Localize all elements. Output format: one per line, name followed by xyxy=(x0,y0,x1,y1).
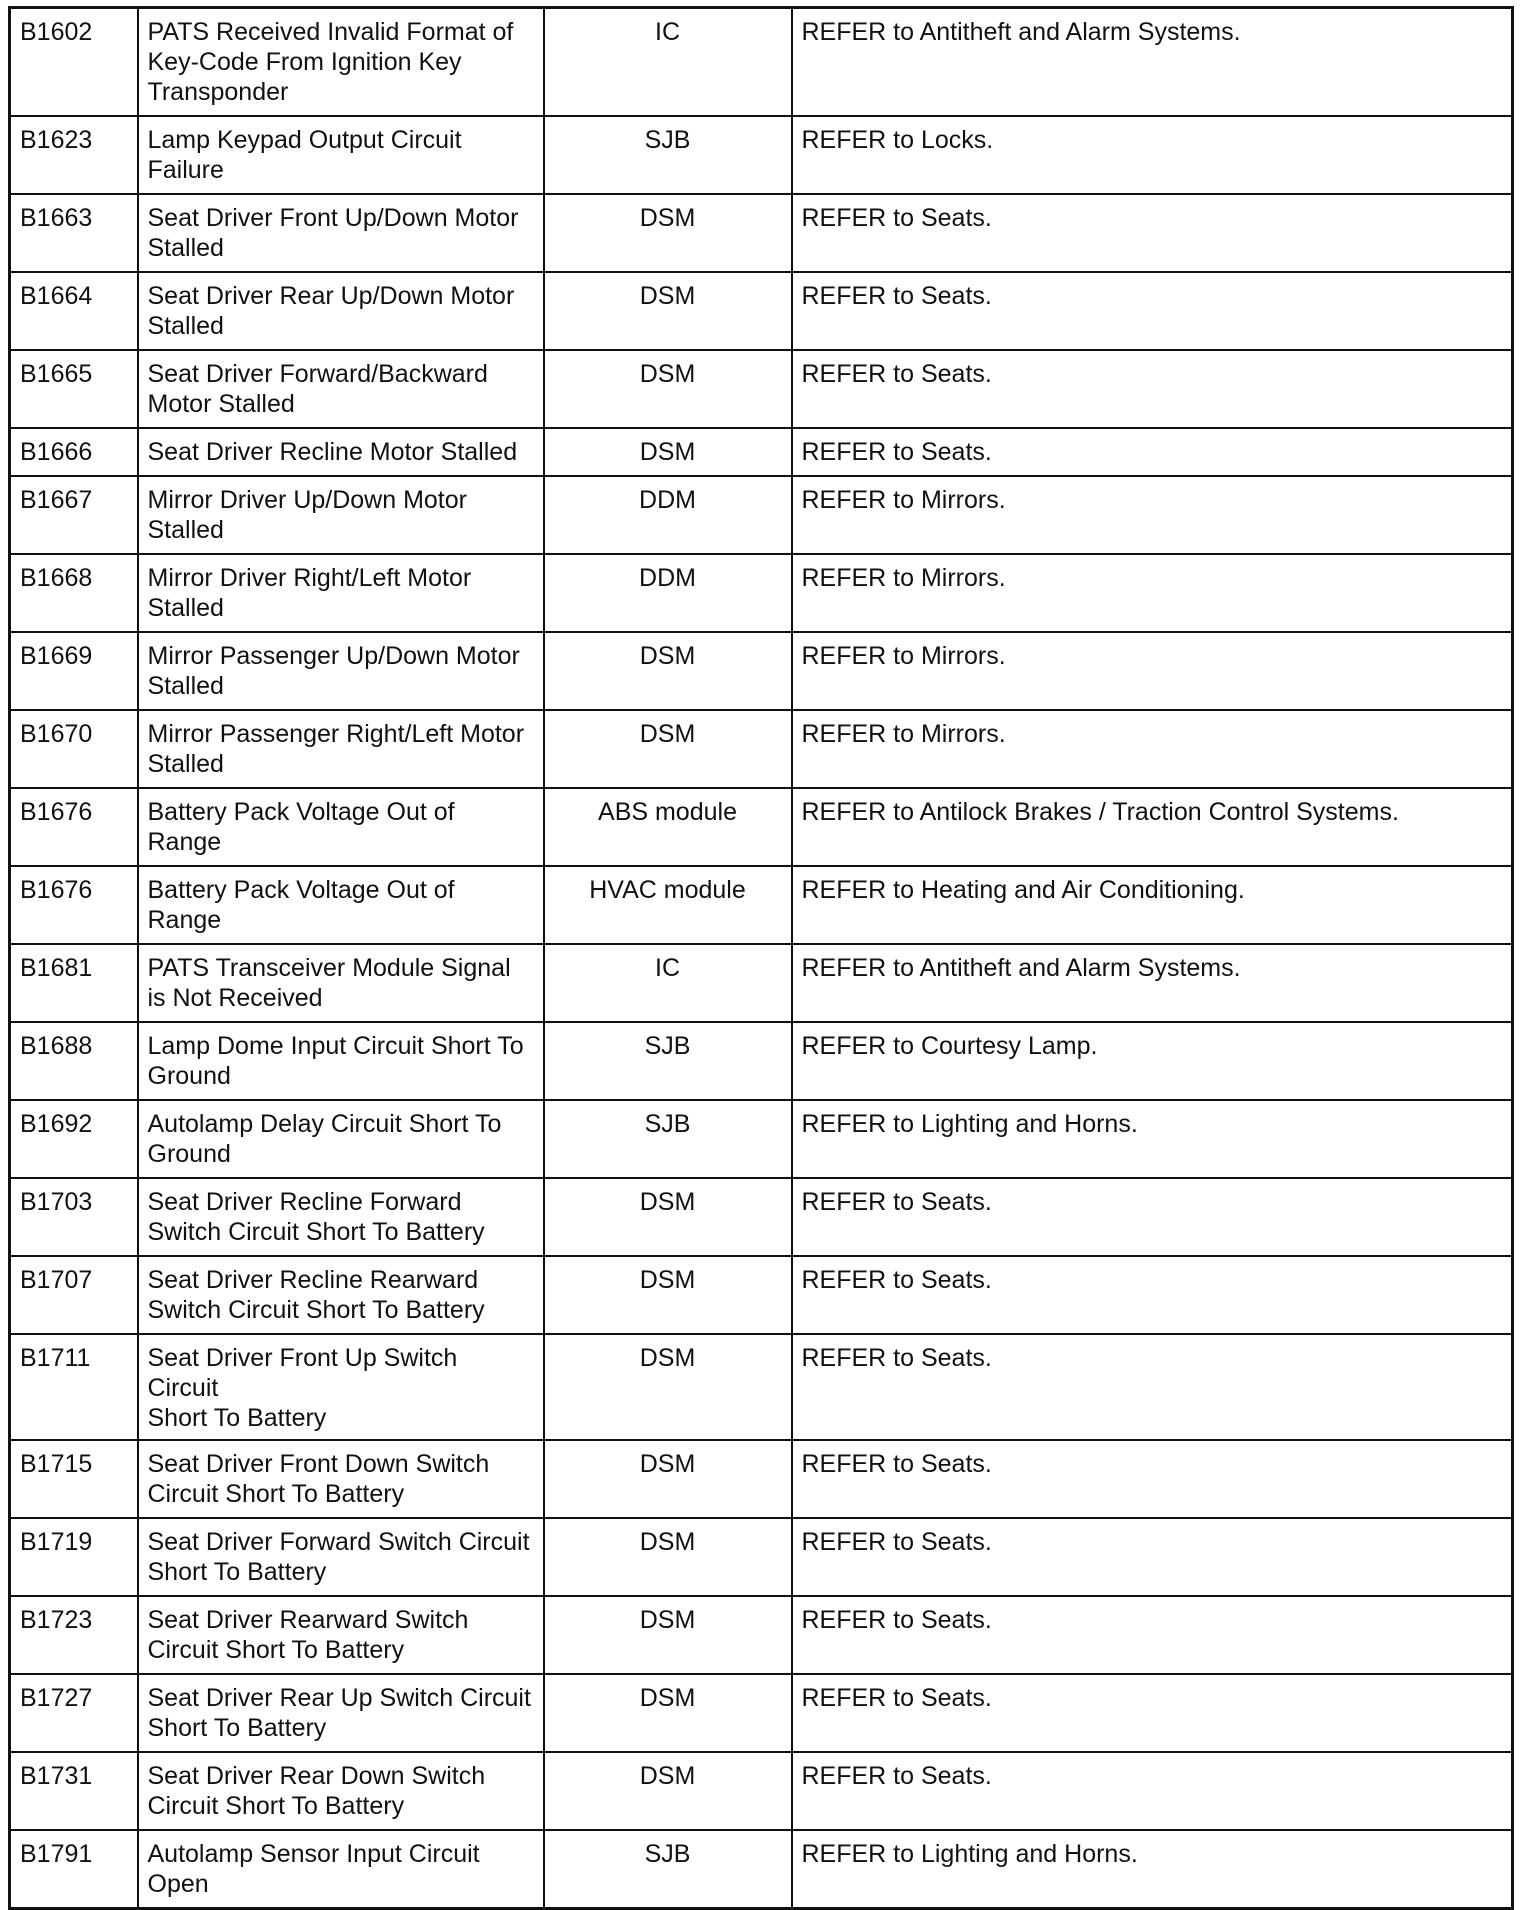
dtc-code: B1665 xyxy=(10,350,138,428)
dtc-module: SJB xyxy=(544,1022,792,1100)
dtc-description: Mirror Passenger Right/Left Motor Stalled xyxy=(138,710,544,788)
dtc-description: Seat Driver Forward/Backward Motor Stalled xyxy=(138,350,544,428)
dtc-module: IC xyxy=(544,8,792,117)
dtc-action: REFER to Mirrors. xyxy=(792,554,1513,632)
dtc-code: B1664 xyxy=(10,272,138,350)
dtc-code: B1715 xyxy=(10,1440,138,1518)
dtc-action: REFER to Lighting and Horns. xyxy=(792,1830,1513,1909)
dtc-description: Seat Driver Rear Down Switch Circuit Short To Battery xyxy=(138,1752,544,1830)
dtc-action: REFER to Antilock Brakes / Traction Control Systems. xyxy=(792,788,1513,866)
dtc-action: REFER to Seats. xyxy=(792,272,1513,350)
dtc-action: REFER to Mirrors. xyxy=(792,632,1513,710)
dtc-code: B1723 xyxy=(10,1596,138,1674)
dtc-code: B1688 xyxy=(10,1022,138,1100)
dtc-module: SJB xyxy=(544,116,792,194)
dtc-action: REFER to Seats. xyxy=(792,1178,1513,1256)
table-row xyxy=(10,194,1513,272)
dtc-module: DSM xyxy=(544,632,792,710)
dtc-code: B1602 xyxy=(10,8,138,117)
dtc-module: SJB xyxy=(544,1830,792,1909)
dtc-action: REFER to Mirrors. xyxy=(792,476,1513,554)
table-row xyxy=(10,1518,1513,1596)
dtc-code: B1727 xyxy=(10,1674,138,1752)
dtc-table xyxy=(8,6,1514,1910)
dtc-action: REFER to Seats. xyxy=(792,1256,1513,1334)
dtc-description: Seat Driver Recline Forward Switch Circuit Short To Battery xyxy=(138,1178,544,1256)
dtc-action: REFER to Locks. xyxy=(792,116,1513,194)
dtc-code: B1676 xyxy=(10,866,138,944)
dtc-code: B1623 xyxy=(10,116,138,194)
dtc-action: REFER to Antitheft and Alarm Systems. xyxy=(792,944,1513,1022)
table-row xyxy=(10,710,1513,788)
dtc-module: DSM xyxy=(544,1596,792,1674)
table-row xyxy=(10,350,1513,428)
dtc-module: IC xyxy=(544,944,792,1022)
table-row xyxy=(10,1674,1513,1752)
table-row xyxy=(10,1334,1513,1440)
dtc-module: DSM xyxy=(544,194,792,272)
table-row xyxy=(10,1256,1513,1334)
dtc-module: DSM xyxy=(544,1178,792,1256)
dtc-action: REFER to Mirrors. xyxy=(792,710,1513,788)
dtc-code: B1731 xyxy=(10,1752,138,1830)
dtc-description: PATS Received Invalid Format of Key-Code From Ignition Key Transponder xyxy=(138,8,544,117)
dtc-description: Seat Driver Recline Motor Stalled xyxy=(138,428,544,476)
dtc-action: REFER to Seats. xyxy=(792,194,1513,272)
table-row xyxy=(10,554,1513,632)
table-row xyxy=(10,272,1513,350)
table-row xyxy=(10,1752,1513,1830)
dtc-module: HVAC module xyxy=(544,866,792,944)
dtc-code: B1667 xyxy=(10,476,138,554)
dtc-action: REFER to Seats. xyxy=(792,428,1513,476)
dtc-code: B1719 xyxy=(10,1518,138,1596)
dtc-code: B1666 xyxy=(10,428,138,476)
table-row xyxy=(10,476,1513,554)
dtc-description: Battery Pack Voltage Out of Range xyxy=(138,866,544,944)
dtc-module: DDM xyxy=(544,476,792,554)
dtc-module: DSM xyxy=(544,1518,792,1596)
dtc-table-page xyxy=(8,6,1511,1898)
dtc-action: REFER to Seats. xyxy=(792,1440,1513,1518)
dtc-description: Mirror Driver Up/Down Motor Stalled xyxy=(138,476,544,554)
dtc-module: DSM xyxy=(544,428,792,476)
dtc-description: Lamp Keypad Output Circuit Failure xyxy=(138,116,544,194)
dtc-module: DSM xyxy=(544,1752,792,1830)
dtc-action: REFER to Seats. xyxy=(792,1674,1513,1752)
dtc-module: DDM xyxy=(544,554,792,632)
dtc-module: DSM xyxy=(544,1440,792,1518)
dtc-action: REFER to Seats. xyxy=(792,1752,1513,1830)
dtc-description: Seat Driver Rear Up/Down Motor Stalled xyxy=(138,272,544,350)
dtc-module: DSM xyxy=(544,710,792,788)
table-row xyxy=(10,1178,1513,1256)
dtc-code: B1692 xyxy=(10,1100,138,1178)
dtc-code: B1791 xyxy=(10,1830,138,1909)
dtc-code: B1676 xyxy=(10,788,138,866)
dtc-description: Autolamp Sensor Input Circuit Open xyxy=(138,1830,544,1909)
table-row xyxy=(10,944,1513,1022)
dtc-description: Autolamp Delay Circuit Short To Ground xyxy=(138,1100,544,1178)
dtc-action: REFER to Seats. xyxy=(792,1518,1513,1596)
dtc-action: REFER to Courtesy Lamp. xyxy=(792,1022,1513,1100)
dtc-description: Seat Driver Front Up Switch Circuit Short To Battery xyxy=(138,1334,544,1440)
dtc-description: Seat Driver Front Down Switch Circuit Short To Battery xyxy=(138,1440,544,1518)
dtc-code: B1670 xyxy=(10,710,138,788)
table-row xyxy=(10,632,1513,710)
dtc-code: B1707 xyxy=(10,1256,138,1334)
table-row xyxy=(10,1022,1513,1100)
dtc-module: SJB xyxy=(544,1100,792,1178)
dtc-module: DSM xyxy=(544,350,792,428)
dtc-action: REFER to Seats. xyxy=(792,1334,1513,1440)
dtc-description: Seat Driver Rear Up Switch Circuit Short To Battery xyxy=(138,1674,544,1752)
dtc-code: B1681 xyxy=(10,944,138,1022)
dtc-module: DSM xyxy=(544,1674,792,1752)
dtc-module: DSM xyxy=(544,272,792,350)
dtc-code: B1669 xyxy=(10,632,138,710)
dtc-module: DSM xyxy=(544,1256,792,1334)
dtc-action: REFER to Seats. xyxy=(792,350,1513,428)
dtc-action: REFER to Heating and Air Conditioning. xyxy=(792,866,1513,944)
table-row xyxy=(10,866,1513,944)
dtc-code: B1663 xyxy=(10,194,138,272)
dtc-module: ABS module xyxy=(544,788,792,866)
dtc-action: REFER to Seats. xyxy=(792,1596,1513,1674)
table-row xyxy=(10,788,1513,866)
dtc-code: B1668 xyxy=(10,554,138,632)
dtc-description: Seat Driver Rearward Switch Circuit Short To Battery xyxy=(138,1596,544,1674)
table-row xyxy=(10,1100,1513,1178)
dtc-description: Seat Driver Forward Switch Circuit Short To Battery xyxy=(138,1518,544,1596)
dtc-description: Mirror Passenger Up/Down Motor Stalled xyxy=(138,632,544,710)
dtc-description: Lamp Dome Input Circuit Short To Ground xyxy=(138,1022,544,1100)
table-row xyxy=(10,8,1513,117)
dtc-module: DSM xyxy=(544,1334,792,1440)
dtc-action: REFER to Lighting and Horns. xyxy=(792,1100,1513,1178)
table-row xyxy=(10,1596,1513,1674)
dtc-description: Seat Driver Front Up/Down Motor Stalled xyxy=(138,194,544,272)
dtc-description: Mirror Driver Right/Left Motor Stalled xyxy=(138,554,544,632)
dtc-code: B1711 xyxy=(10,1334,138,1440)
table-row xyxy=(10,1440,1513,1518)
dtc-description: Seat Driver Recline Rearward Switch Circuit Short To Battery xyxy=(138,1256,544,1334)
dtc-description: Battery Pack Voltage Out of Range xyxy=(138,788,544,866)
dtc-description: PATS Transceiver Module Signal is Not Received xyxy=(138,944,544,1022)
table-row xyxy=(10,116,1513,194)
table-row xyxy=(10,428,1513,476)
table-row xyxy=(10,1830,1513,1909)
dtc-action: REFER to Antitheft and Alarm Systems. xyxy=(792,8,1513,117)
dtc-code: B1703 xyxy=(10,1178,138,1256)
